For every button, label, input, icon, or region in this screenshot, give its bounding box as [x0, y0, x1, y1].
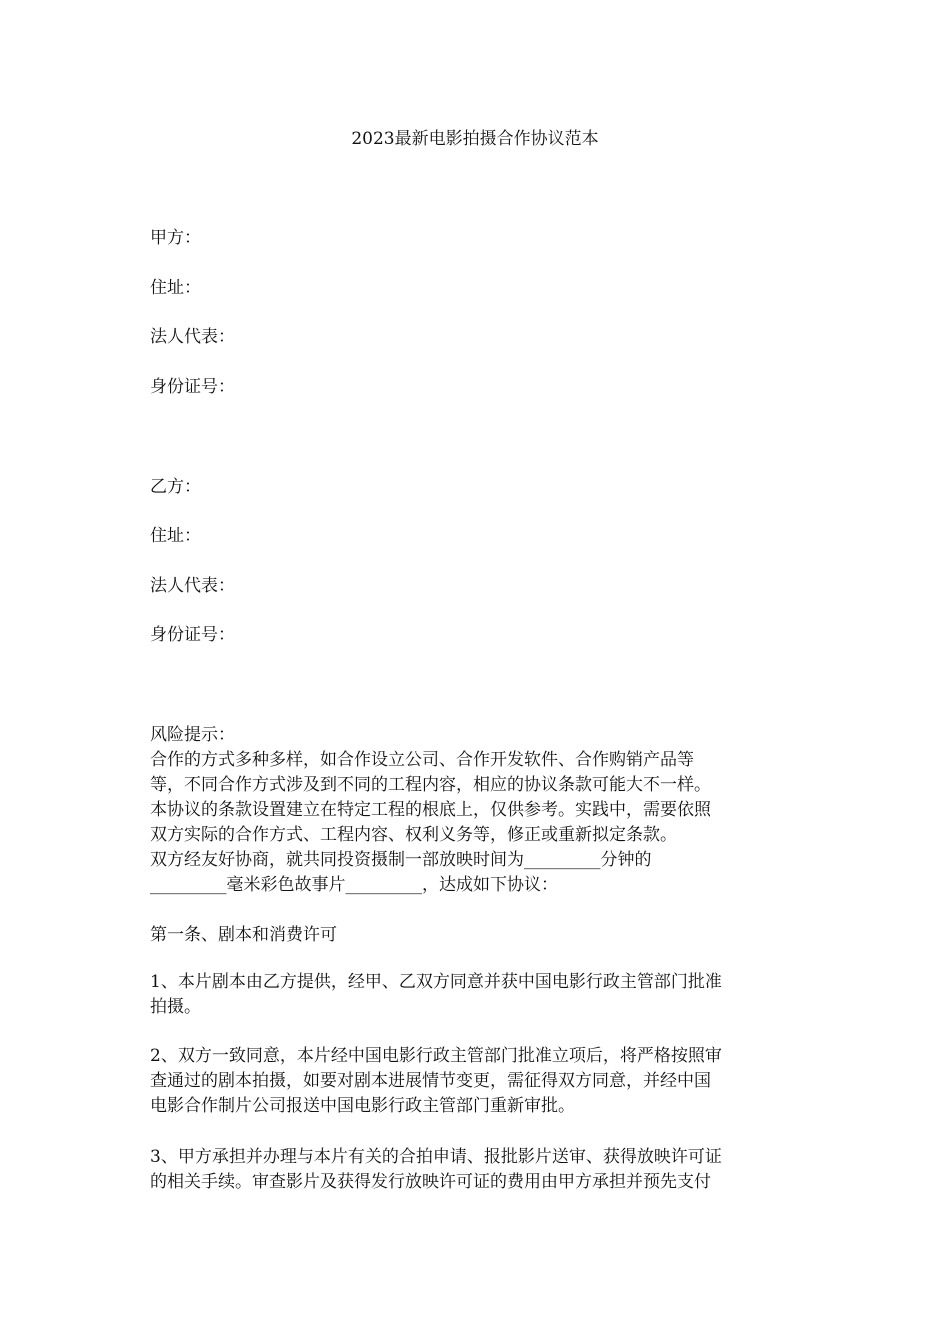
article-1-item-3 [150, 1145, 810, 1195]
clause-line: 拍摄。 [150, 997, 201, 1017]
party-b-label: 乙方： [150, 477, 201, 497]
party-b-id-no: 身份证号： [150, 625, 235, 645]
risk-notice [150, 723, 810, 898]
party-b-address: 住址： [150, 526, 201, 546]
document-title: 2023最新电影拍摄合作协议范本 [351, 129, 599, 149]
article-1-heading: 第一条、剧本和消费许可 [150, 925, 337, 945]
agreement-intro-line: _________毫米彩色故事片_________，达成如下协议： [150, 875, 558, 895]
party-a-id-no: 身份证号： [150, 377, 235, 397]
party-a-label: 甲方： [150, 228, 201, 248]
clause-line: 2、双方一致同意，本片经中国电影行政主管部门批准立项后，将严格按照审 [150, 1046, 722, 1066]
risk-line: 双方实际的合作方式、工程内容、权利义务等，修正或重新拟定条款。 [150, 825, 677, 845]
clause-line: 3、甲方承担并办理与本片有关的合拍申请、报批影片送审、获得放映许可证 [150, 1147, 722, 1167]
party-b-legal-rep: 法人代表： [150, 576, 235, 596]
clause-line: 的相关手续。审查影片及获得发行放映许可证的费用由甲方承担并预先支付 [150, 1172, 711, 1192]
party-a-address: 住址： [150, 278, 201, 298]
agreement-intro-line: 双方经友好协商，就共同投资摄制一部放映时间为_________分钟的 [150, 850, 652, 870]
clause-line: 电影合作制片公司报送中国电影行政主管部门重新审批。 [150, 1096, 575, 1116]
party-a-legal-rep: 法人代表： [150, 327, 235, 347]
risk-line: 等，不同合作方式涉及到不同的工程内容，相应的协议条款可能大不一样。 [150, 775, 711, 795]
risk-line: 本协议的条款设置建立在特定工程的根底上，仅供参考。实践中，需要依照 [150, 800, 711, 820]
article-1-item-1 [150, 970, 810, 1020]
risk-line: 合作的方式多种多样，如合作设立公司、合作开发软件、合作购销产品等 [150, 750, 694, 770]
clause-line: 1、本片剧本由乙方提供，经甲、乙双方同意并获中国电影行政主管部门批准 [150, 972, 722, 992]
risk-heading: 风险提示： [150, 725, 235, 745]
clause-line: 查通过的剧本拍摄，如要对剧本进展情节变更，需征得双方同意，并经中国 [150, 1071, 711, 1091]
article-1-item-2 [150, 1044, 810, 1119]
